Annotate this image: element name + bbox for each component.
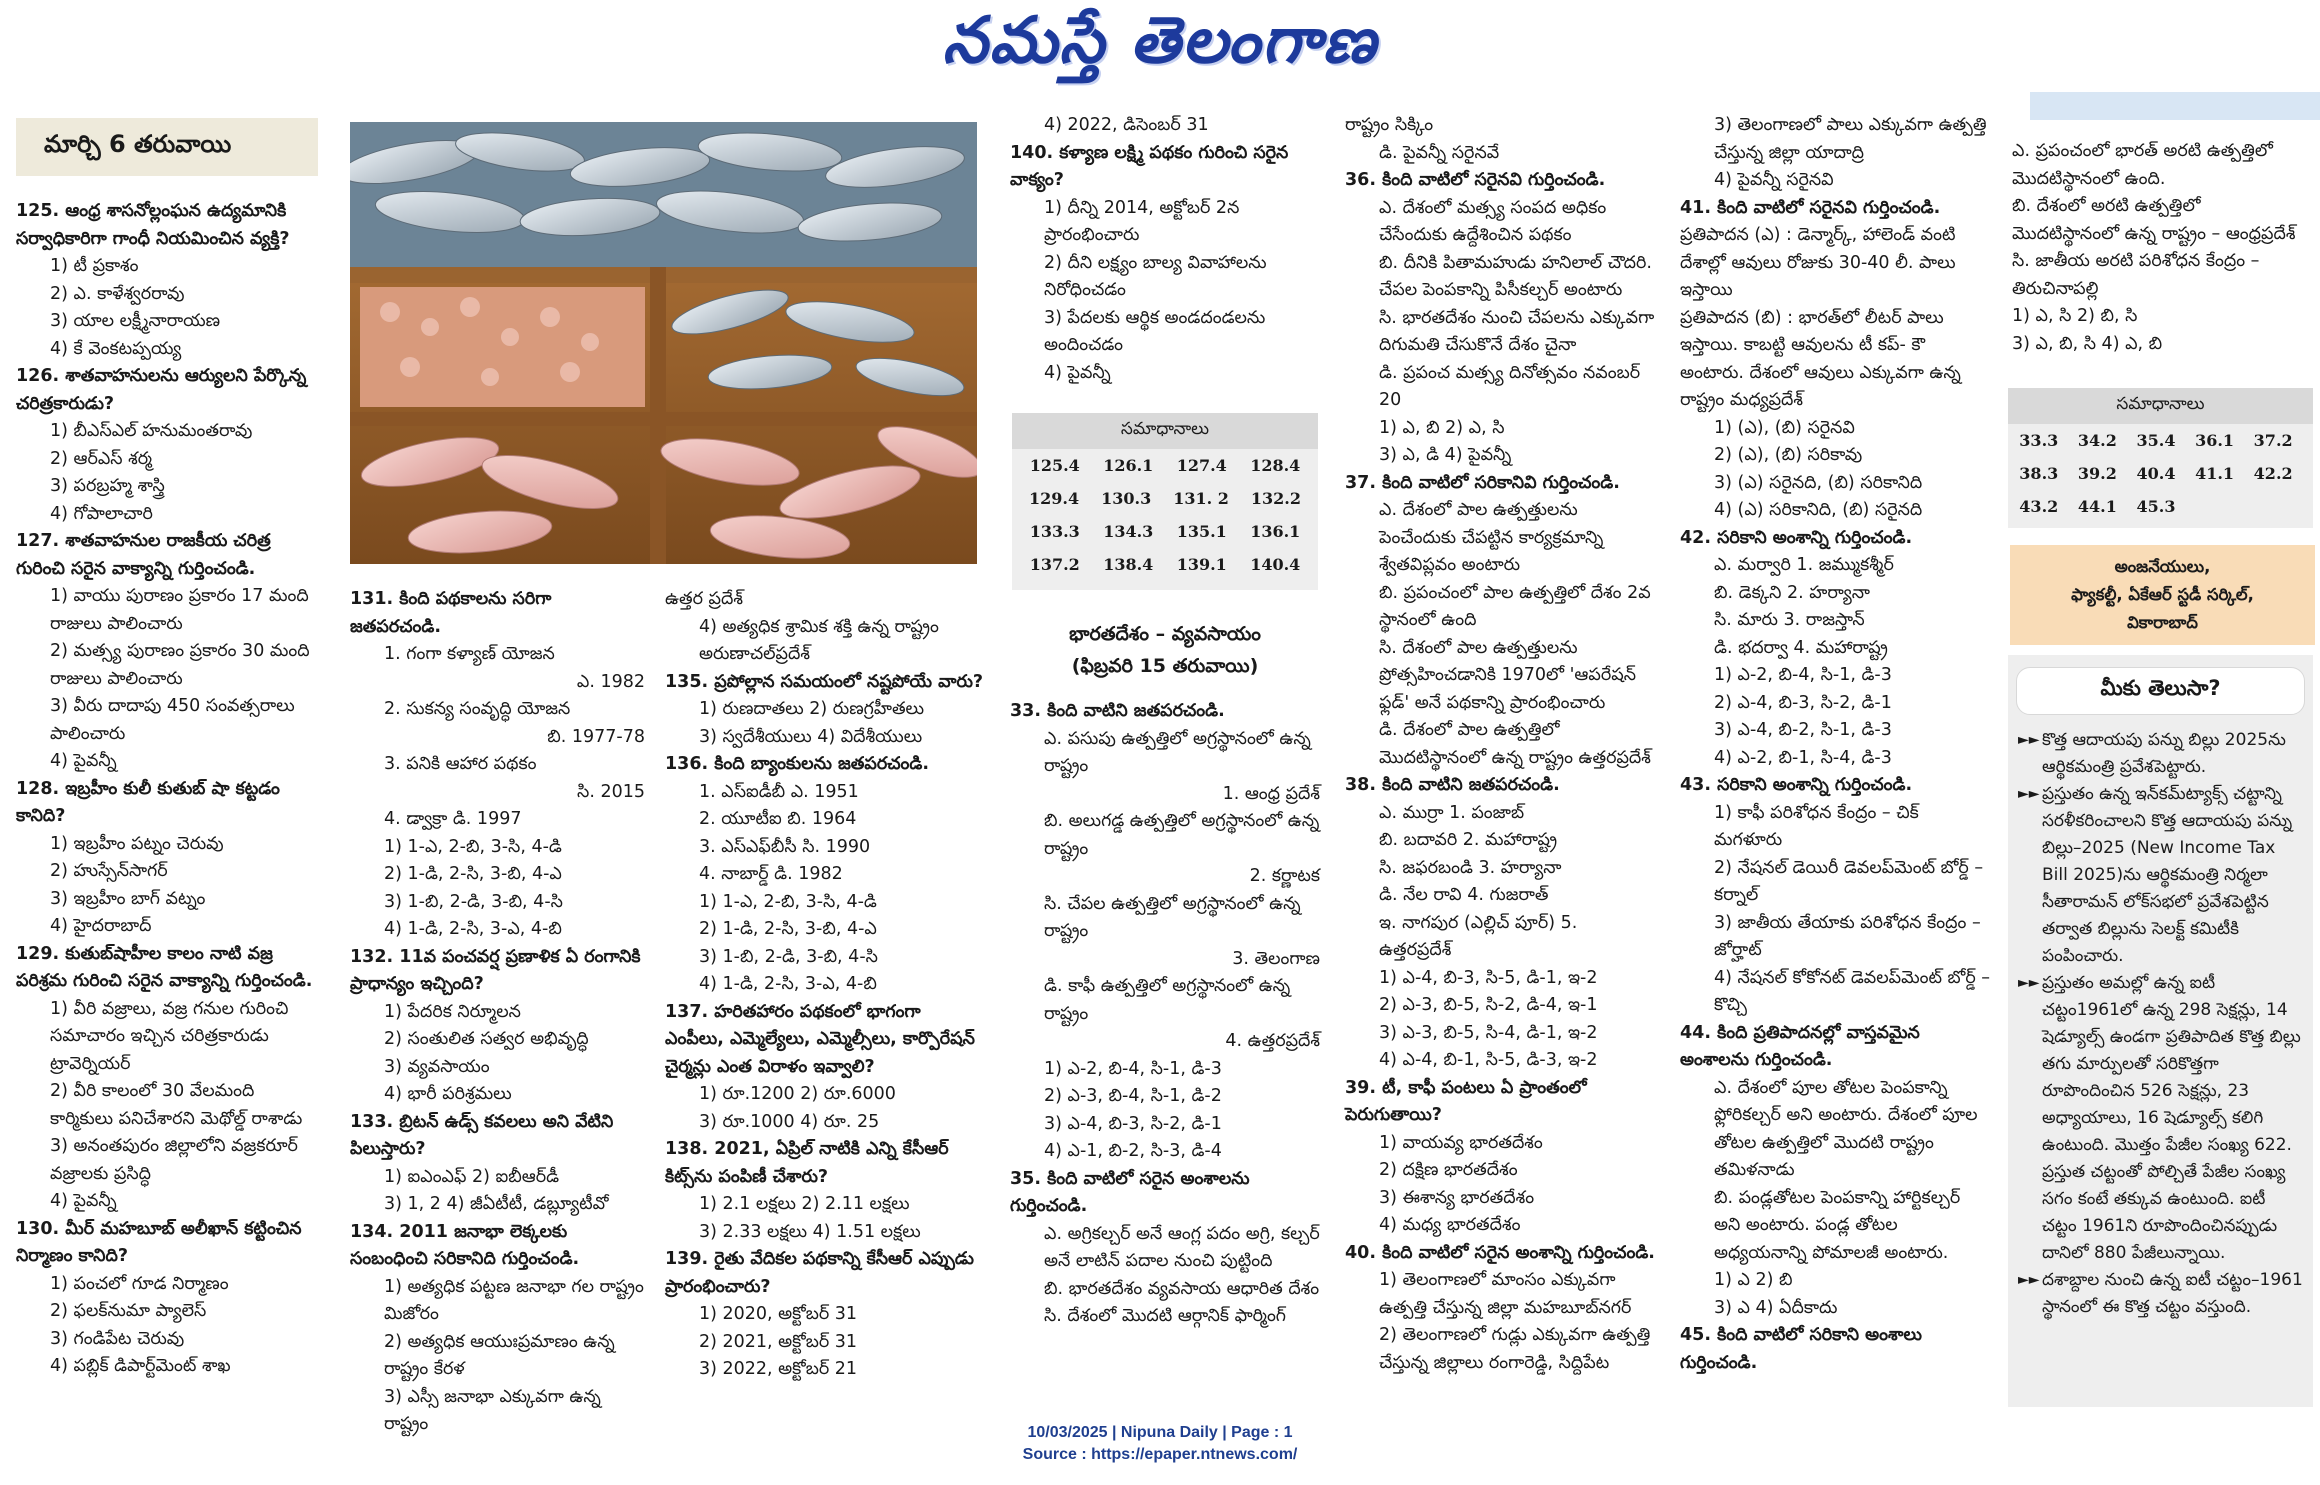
option-text: 3) 1-బి, 2-డి, 3-బి, 4-సి	[384, 891, 563, 912]
question-text: 45. కింది వాటిలో సరికాని అంశాలు గుర్తించండి.	[1680, 1325, 1922, 1373]
answer-value: 36.1	[2195, 431, 2235, 450]
answers-row	[2008, 457, 2313, 490]
answer-value: 128.4	[1250, 456, 1301, 475]
option-text: 4) 1-డి, 2-సి, 3-ఎ, 4-బి	[384, 919, 562, 939]
option-text: సి. 2015	[577, 781, 645, 802]
answer-value: 137.2	[1029, 555, 1080, 574]
answer-value: 136.1	[1250, 522, 1301, 541]
option-text: డి. నేల రావి 4. గుజరాత్	[1379, 885, 1549, 905]
column-4-top	[1010, 112, 1320, 387]
option-text: 3) 1-బి, 2-డి, 3-బి, 4-సి	[699, 946, 878, 967]
option-text: 3) 1, 2 4) జీఏటీటీ, డబ్ల్యూటీవో	[384, 1194, 609, 1214]
option-text: 4) పైవన్నీ	[50, 1191, 117, 1211]
footer-source-link[interactable]: Source : https://epaper.ntnews.com/	[1022, 1446, 1298, 1463]
option-text: 3) యాల లక్ష్మీనారాయణ	[50, 311, 221, 331]
option-text: బి. పండ్లతోటల పెంపకాన్ని హార్టికల్చర్ అని అంటారు. పండ్ల తోటల అధ్యయనాన్ని పోమాలజీ అంటారు.	[1714, 1187, 1961, 1263]
option-text: 3) పేదలకు ఆర్థిక అండదండలను అందించడం	[1044, 307, 1266, 355]
option-text: సి. జాతీయ అరటి పరిశోధన కేంద్రం – తిరుచినాపల్లి	[2012, 251, 2260, 299]
option-text: 4) ఎ-2, బి-1, సి-4, డి-3	[1714, 747, 1892, 768]
option-text: 2) ఎ-3, బి-5, సి-2, డి-4, ఇ-1	[1379, 995, 1598, 1015]
option-text: ఎ. ముర్రా 1. పంజాబ్	[1379, 802, 1525, 823]
option-text: ఎ. దేశంలో పాల ఉత్పత్తులను పెంచేందుకు చేపట్టిన కార్యక్రమాన్ని శ్వేతవిప్లవం అంటారు	[1379, 500, 1604, 575]
answer-value	[2195, 497, 2243, 516]
option-text: 4) మధ్య భారతదేశం	[1379, 1215, 1521, 1235]
answer-value: 130.3	[1101, 489, 1152, 508]
option-text: 1) (ఎ), (బి) సరైనవి	[1714, 417, 1855, 438]
answer-value: 125.4	[1029, 456, 1080, 475]
option-text: 3. ఎస్ఎఫ్‌బీసీ సి. 1990	[699, 836, 871, 857]
column-1	[16, 198, 321, 1381]
option-text: 2. యూటీఐ బి. 1964	[699, 809, 857, 829]
option-text: 4) ఎ-1, బి-2, సి-3, డి-4	[1044, 1141, 1222, 1161]
option-text: డి. దేశంలో పాల ఉత్పత్తిలో మొదటిస్థానంలో ఉన్న రాష్ట్రం ఉత్తరప్రదేశ్	[1379, 720, 1651, 768]
option-text: ఎ. ప్రపంచంలో భారత్ అరటి ఉత్పత్తిలో మొదటిస్థానంలో ఉంది.	[2012, 141, 2273, 189]
question-text: 40. కింది వాటిలో సరైన అంశాన్ని గుర్తించండి.	[1345, 1242, 1655, 1263]
author-credit	[2010, 545, 2315, 645]
option-text: 3) పరబ్రహ్మ శాస్త్రి	[50, 476, 165, 496]
facts-list	[2008, 727, 2313, 1321]
section-heading	[1010, 618, 1320, 682]
answers-grid	[1012, 449, 1318, 581]
bullet-arrow-icon: ►►	[2018, 975, 2040, 991]
question-text: 33. కింది వాటిని జతపరచండి.	[1010, 701, 1225, 721]
option-text: 3) 2022, అక్టోబర్ 21	[699, 1359, 858, 1379]
answer-value: 134.3	[1103, 522, 1154, 541]
option-text: 4) పైవన్నీ	[1044, 362, 1111, 383]
option-text: 3) వ్యవసాయం	[384, 1056, 490, 1077]
option-text: 4) 1-డి, 2-సి, 3-ఎ, 4-బి	[699, 974, 877, 994]
option-text: సి. భారతదేశం నుంచి చేపలను ఎక్కువగా దిగుమతి చేసుకొనే దేశం చైనా	[1379, 307, 1655, 355]
answer-value: 138.4	[1103, 555, 1154, 574]
option-text: 3) అనంతపురం జిల్లాలోని వజ్రకరూర్ వజ్రాలకు ప్రసిద్ధి	[50, 1136, 298, 1184]
option-text: 3) 2.33 లక్షలు 4) 1.51 లక్షలు	[699, 1221, 921, 1242]
option-text: ఎ. పసుపు ఉత్పత్తిలో అగ్రస్థానంలో ఉన్న రాష్ట్రం	[1044, 728, 1311, 776]
author-name: అంజనేయులు,	[2114, 557, 2211, 576]
answers-title: సమాధానాలు	[2008, 388, 2313, 424]
option-text: 2) అత్యధిక ఆయుఃప్రమాణం ఉన్న రాష్ట్రం కేరళ	[384, 1331, 615, 1379]
option-text: బి. భారతదేశం వ్యవసాయ ఆధారిత దేశం	[1044, 1278, 1320, 1299]
answers-row	[1012, 548, 1318, 581]
question-text: 140. కళ్యాణ లక్ష్మి పథకం గురించి సరైన వాక్యం?	[1010, 142, 1289, 190]
answer-value: 140.4	[1250, 555, 1301, 574]
option-text: 2) ఆర్ఎస్ శర్మ	[50, 448, 153, 469]
option-text: 3) ఎ 4) ఏదీకాదు	[1714, 1297, 1838, 1318]
option-text: బి. దేశంలో అరటి ఉత్పత్తిలో మొదటిస్థానంలో ఉన్న రాష్ట్రం – ఆంధ్రప్రదేశ్	[2012, 196, 2296, 244]
answers-row	[2008, 490, 2313, 523]
question-text: 41. కింది వాటిలో సరైనవి గుర్తించండి.	[1680, 197, 1941, 218]
question-text: 139. రైతు వేదికల పథకాన్ని కేసీఆర్ ఎప్పుడు ప్రారంభించారు?	[665, 1249, 974, 1297]
option-text: ప్రతిపాదన (ఎ) : డెన్మార్క్, హాలెండ్ వంటి దేశాల్లో ఆవులు రోజుకు 30-40 లీ. పాలు ఇస్తాయి	[1680, 225, 1956, 300]
option-text: 3. పనికి ఆహార పథకం	[384, 754, 537, 774]
option-text: 3) ఎ-4, బి-2, సి-1, డి-3	[1714, 720, 1892, 740]
option-text: 4) గోపాలాచారి	[50, 503, 153, 524]
column-3	[665, 586, 985, 1384]
option-text: 3) ఎ-3, బి-5, సి-4, డి-1, ఇ-2	[1379, 1022, 1598, 1043]
option-text: 3) రూ.1000 4) రూ. 25	[699, 1111, 880, 1132]
option-text: 2) 1-డి, 2-సి, 3-బి, 4-ఎ	[384, 864, 562, 884]
option-text: 2) వీరి కాలంలో 30 వేలమంది కార్మికులు పనిచేశారని మెథోల్డ్ రాశాడు	[50, 1081, 303, 1129]
option-text: 1. ఆంధ్ర ప్రదేశ్	[1222, 783, 1320, 804]
option-text: 2) మత్స్య పురాణం ప్రకారం 30 మంది రాజులు పాలించారు	[50, 641, 310, 689]
answer-value: 37.2	[2253, 431, 2293, 450]
option-text: 3) ఇబ్రహీం బాగ్ వట్నం	[50, 888, 206, 909]
option-text: 1) 1-ఎ, 2-బి, 3-సి, 4-డి	[699, 891, 877, 912]
answer-value: 34.2	[2077, 431, 2117, 450]
option-text: డి. ప్రపంచ మత్స్య దినోత్సవం నవంబర్ 20	[1379, 362, 1641, 410]
option-text: డి. కాఫీ ఉత్పత్తిలో అగ్రస్థానంలో ఉన్న రాష్ట్రం	[1044, 976, 1291, 1024]
answer-value: 41.1	[2195, 464, 2235, 483]
option-text: 3) (ఎ) సరైనది, (బి) సరికానిది	[1714, 472, 1923, 493]
column-6	[1680, 112, 1990, 1377]
fact-item	[2008, 781, 2313, 970]
option-text: బి. 1977-78	[547, 726, 645, 747]
answer-value: 133.3	[1029, 522, 1080, 541]
option-text: 3) ఎస్సీ జనాభా ఎక్కువగా ఉన్న రాష్ట్రం	[384, 1386, 601, 1434]
answer-value: 42.2	[2253, 464, 2293, 483]
option-text: సి. మారు 3. రాజస్తాన్	[1714, 610, 1865, 630]
option-text: 1) ఇబ్రహీం పట్నం చెరువు	[50, 833, 224, 854]
option-text: 4) 2022, డిసెంబర్ 31	[1044, 115, 1209, 135]
option-text: 1) పేదరిక నిర్మూలన	[384, 1001, 521, 1022]
question-text: 37. కింది వాటిలో సరికానివి గుర్తించండి.	[1345, 472, 1620, 493]
option-text: 2. కర్ణాటక	[1249, 866, 1320, 886]
option-text: 2) ఫలక్‌నుమా ప్యాలెస్	[50, 1301, 207, 1321]
answer-value: 44.1	[2077, 497, 2117, 516]
option-text: 1) వీరి వజ్రాలు, వజ్ర గనుల గురించి సమాచారం ఇచ్చిన చరిత్రకారుడు ట్రావెర్నియర్	[50, 998, 289, 1074]
option-text: 2) తెలంగాణలో గుడ్లు ఎక్కువగా ఉత్పత్తి చేస్తున్న జిల్లాలు రంగారెడ్డి, సిద్దిపేట	[1379, 1325, 1651, 1373]
option-text: ఇ. నాగపుర (ఎల్లిచ్ పూర్) 5. ఉత్తరప్రదేశ్	[1379, 912, 1578, 960]
question-text: 127. శాతవాహనుల రాజకీయ చరిత్ర గురించి సరైన వాక్యాన్ని గుర్తించండి.	[16, 531, 271, 579]
bullet-arrow-icon: ►►	[2018, 732, 2040, 748]
question-text: 43. సరికాని అంశాన్ని గుర్తించండి.	[1680, 775, 1913, 795]
answer-value: 129.4	[1029, 489, 1080, 508]
option-text: 1) బీఎస్ఎల్ హనుమంతరావు	[50, 421, 253, 441]
option-text: 4) భారీ పరిశ్రమలు	[384, 1084, 512, 1104]
fact-text: దశాబ్దాల నుంచి ఉన్న ఐటీ చట్టం–1961 స్థానంలో ఈ కొత్త చట్టం వస్తుంది.	[2042, 1270, 2303, 1317]
option-text: 2) దీని లక్ష్యం బాల్య వివాహాలను నిరోధించడం	[1044, 252, 1267, 300]
question-text: 38. కింది వాటిని జతపరచండి.	[1345, 775, 1560, 795]
option-text: 2) దక్షిణ భారతదేశం	[1379, 1160, 1518, 1180]
section-heading-subtitle: (ఫిబ్రవరి 15 తరువాయి)	[1071, 655, 1259, 677]
option-text: 4) కే వెంకటప్పయ్య	[50, 338, 182, 359]
question-text: 128. ఇబ్రహీం కులీ కుతుబ్ షా కట్టడం కానిది?	[16, 778, 280, 826]
option-text: 1) రూ.1200 2) రూ.6000	[699, 1084, 896, 1104]
option-text: 1) 2020, అక్టోబర్ 31	[699, 1304, 858, 1324]
bullet-arrow-icon: ►►	[2018, 1272, 2040, 1288]
question-text: 132. 11వ పంచవర్ష ప్రణాళిక ఏ రంగానికి ప్రాధాన్యం ఇచ్చింది?	[350, 946, 641, 994]
fact-item	[2008, 727, 2313, 781]
option-text: 4) పైవన్నీ	[50, 751, 117, 771]
author-place: వికారాబాద్	[2127, 613, 2198, 632]
option-text: 1) కాఫీ పరిశోధన కేంద్రం – చిక్ మగళూరు	[1714, 802, 1919, 850]
question-text: 35. కింది వాటిలో సరైన అంశాలను గుర్తించండి.	[1010, 1168, 1250, 1216]
option-text: 3) వీరు దాదాపు 450 సంవత్సరాలు పాలించారు	[50, 696, 295, 744]
question-text: 44. కింది ప్రతిపాదనల్లో వాస్తవమైన అంశాలను గుర్తించండి.	[1680, 1022, 1920, 1070]
did-you-know-title: మీకు తెలుసా?	[2016, 667, 2305, 715]
question-text: 134. 2011 జనాభా లెక్కలకు సంబంధించి సరికానిది గుర్తించండి.	[350, 1221, 580, 1269]
option-text: 2. సుకన్య సంవృద్ధి యోజన	[384, 699, 571, 719]
option-text: 1) 1-ఎ, 2-బి, 3-సి, 4-డి	[384, 836, 562, 857]
fact-text: కొత్త ఆదాయపు పన్ను బిల్లు 2025ను ఆర్థికమంత్రి ప్రవేశపెట్టారు.	[2042, 730, 2286, 777]
option-text: 1) వాయు పురాణం ప్రకారం 17 మంది రాజులు పాలించారు	[50, 586, 309, 634]
option-text: 1) ఐఎంఎఫ్ 2) ఐబీఆర్‌డీ	[384, 1166, 560, 1187]
option-text: 4. ఉత్తరప్రదేశ్	[1225, 1031, 1320, 1051]
option-text: ఎ. మర్వారి 1. జమ్ముకశ్మీర్	[1714, 555, 1894, 575]
answers-row	[2008, 424, 2313, 457]
option-text: 1) దీన్ని 2014, అక్టోబర్ 2న ప్రారంభించారు	[1044, 197, 1240, 245]
option-text: 2) (ఎ), (బి) సరికావు	[1714, 445, 1863, 465]
option-text: సి. దేశంలో పాల ఉత్పత్తులను ప్రోత్సహించడానికి 1970లో 'ఆపరేషన్ ఫ్లడ్' అనే పథకాన్ని ప్రారంభించారు	[1379, 637, 1636, 713]
option-text: ఎ. దేశంలో పూల తోటల పెంపకాన్ని ఫ్లోరికల్చర్ అని అంటారు. దేశంలో పూల తోటల ఉత్పత్తిలో మొదటి రాష్ట్రం తమిళనాడు	[1714, 1077, 1978, 1180]
answers-box-1	[1012, 413, 1318, 590]
option-text: 3) తెలంగాణలో పాలు ఎక్కువగా ఉత్పత్తి చేస్తున్న జిల్లా యాదాద్రి	[1714, 115, 1987, 163]
option-text: సి. దేశంలో మొదటి ఆర్గానిక్ ఫార్మింగ్	[1044, 1306, 1287, 1326]
fish-market-photo	[350, 122, 977, 564]
answer-value: 40.4	[2136, 464, 2176, 483]
option-text: 4. డ్వాక్రా డి. 1997	[384, 809, 522, 829]
answer-value	[2254, 497, 2302, 516]
option-text: 4) (ఎ) సరికానిది, (బి) సరైనది	[1714, 500, 1923, 520]
option-text: 2) ఎ. కాళేశ్వరరావు	[50, 283, 185, 304]
masthead-logo: నమస్తే తెలంగాణ	[942, 4, 1378, 78]
option-text: బి. బదావరి 2. మహారాష్ట్ర	[1379, 830, 1558, 850]
question-text: 133. బ్రిటన్ ఉడ్స్ కవలలు అని వేటిని పిలుస్తారు?	[350, 1111, 614, 1159]
option-text: 1) అత్యధిక పట్టణ జనాభా గల రాష్ట్రం మిజోరం	[384, 1276, 644, 1324]
option-text: 2) హుస్సేన్‌సాగర్	[50, 861, 168, 881]
option-text: 1) ఎ-4, బి-3, సి-5, డి-1, ఇ-2	[1379, 967, 1598, 988]
answer-value: 33.3	[2019, 431, 2059, 450]
question-text: 131. కింది పథకాలను సరిగా జతపరచండి.	[350, 589, 552, 637]
answer-value: 45.3	[2136, 497, 2176, 516]
option-text: 1) ఎ, బి 2) ఎ, సి	[1379, 417, 1505, 438]
column-7	[2012, 138, 2312, 358]
option-text: 4) పబ్లిక్ డిపార్ట్‌మెంట్ శాఖ	[50, 1356, 231, 1376]
option-text: సి. చేపల ఉత్పత్తిలో అగ్రస్థానంలో ఉన్న రాష్ట్రం	[1044, 893, 1301, 941]
section-heading-title: భారతదేశం – వ్యవసాయం	[1069, 623, 1261, 645]
option-text: 2) ఎ-4, బి-3, సి-2, డి-1	[1714, 692, 1892, 713]
answer-value: 127.4	[1176, 456, 1227, 475]
answer-value: 139.1	[1176, 555, 1227, 574]
option-text: సి. జఫరబండి 3. హర్యానా	[1379, 857, 1562, 878]
option-text: 3. తెలంగాణ	[1232, 948, 1320, 969]
question-text: 129. కుతుబ్‌షాహీల కాలం నాటి వజ్ర పరిశ్రమ గురించి సరైన వాక్యాన్ని గుర్తించండి.	[16, 943, 313, 991]
did-you-know-box	[2008, 655, 2313, 1407]
option-text: ప్రతిపాదన (బి) : భారత్‌లో లీటర్ పాలు ఇస్తాయి. కాబట్టి ఆవులను టీ కప్- కౌ అంటారు. దేశంలో ఆవులు ఎక్కువగా ఉన్న రాష్ట్రం మధ్యప్రదేశ్	[1680, 307, 1961, 410]
column-4-bottom	[1010, 698, 1320, 1331]
question-text: 138. 2021, ఏప్రిల్ నాటికి ఎన్ని కేసీఆర్ కిట్స్‌ను పంపిణీ చేశారు?	[665, 1139, 949, 1187]
option-text: 1) టీ ప్రకాశం	[50, 256, 139, 276]
option-text: 2) నేషనల్ డెయిరీ డెవలప్‌మెంట్ బోర్డ్ – కర్నాల్	[1714, 857, 1984, 905]
option-text: బి. దీనికి పితామహుడు హనిలాల్ చౌదరి. చేపల పెంపకాన్ని పిసీకల్చర్ అంటారు	[1379, 252, 1652, 300]
option-text: ఉత్తర ప్రదేశ్	[665, 589, 743, 609]
option-text: 2) 1-డి, 2-సి, 3-బి, 4-ఎ	[699, 919, 877, 939]
bullet-arrow-icon: ►►	[2018, 786, 2040, 802]
option-text: ఎ. దేశంలో మత్స్య సంపద అధికం చేసేందుకు ఉద్దేశించిన పథకం	[1379, 197, 1607, 245]
fact-text: ప్రస్తుతం ఉన్న ఇన్‌కమ్‌ట్యాక్స్ చట్టాన్ని సరళీకరించాలని కొత్త ఆదాయపు పన్ను బిల్లు–2025 (New Income Tax Bill 2025)ను ఆర్థికమంత్రి నిర్మలా సీతారామన్ లోక్‌సభలో ప్రవేశపెట్టిన తర్వాత బిల్లును సెలక్ట్ కమిటీకి పంపించారు.	[2042, 784, 2293, 966]
option-text: 4) ఎ-4, బి-1, సి-5, డి-3, ఇ-2	[1379, 1050, 1598, 1070]
fact-item	[2008, 1267, 2313, 1321]
question-text: 130. మీర్ మహబూబ్ అలీఖాన్ కట్టించిన నిర్మాణం కానిది?	[16, 1218, 302, 1266]
option-text: బి. అలుగడ్డ ఉత్పత్తిలో అగ్రస్థానంలో ఉన్న రాష్ట్రం	[1044, 811, 1320, 859]
answer-value: 131. 2	[1173, 489, 1229, 508]
option-text: 1) ఎ-2, బి-4, సి-1, డి-3	[1714, 665, 1892, 685]
answers-row	[1012, 449, 1318, 482]
option-text: 4. నాబార్డ్ డి. 1982	[699, 864, 843, 884]
column-5	[1345, 112, 1655, 1377]
option-text: 1. గంగా కళ్యాణ్ యోజన	[384, 644, 555, 664]
option-text: 1) పంచలో గూడ నిర్మాణం	[50, 1273, 229, 1294]
question-text: 42. సరికాని అంశాన్ని గుర్తించండి.	[1680, 527, 1913, 548]
question-text: 39. టీ, కాఫీ పంటలు ఏ ప్రాంతంలో పెరుగుతాయి?	[1345, 1077, 1587, 1125]
option-text: 3) స్వదేశీయులు 4) విదేశీయులు	[699, 726, 923, 747]
fact-text: ప్రస్తుతం అమల్లో ఉన్న ఐటీ చట్టం1961లో ఉన్న 298 సెక్షన్లు, 14 షెడ్యూల్స్ ఉండగా ప్రతిపాదిత కొత్త బిల్లు తగు మార్పులతో సరికొత్తగా రూపొందించిన 526 సెక్షన్లు, 23 అధ్యాయాలు, 16 షెడ్యూల్స్ కలిగి ఉంటుంది. మొత్తం పేజీల సంఖ్య 622. ప్రస్తుత చట్టంతో పోల్చితే పేజీల సంఖ్య సగం కంటే తక్కువ ఉంటుంది. ఐటీ చట్టం 1961ని రూపొందించినప్పుడు దానిలో 880 పేజీలున్నాయి.	[2042, 973, 2301, 1263]
question-text: 136. కింది బ్యాంకులను జతపరచండి.	[665, 754, 930, 774]
answers-row	[1012, 515, 1318, 548]
answer-value: 35.4	[2136, 431, 2176, 450]
option-text: 1. ఎస్ఐడీబీ ఎ. 1951	[699, 781, 859, 802]
fact-item	[2008, 970, 2313, 1267]
option-text: 1) ఎ, సి 2) బి, సి	[2012, 306, 2138, 326]
option-text: 1) తెలంగాణలో మాంసం ఎక్కువగా ఉత్పత్తి చేస్తున్న జిల్లా మహబూబ్‌నగర్	[1379, 1270, 1632, 1318]
option-text: 2) సంతులిత సత్వర అభివృద్ధి	[384, 1029, 589, 1049]
answers-grid	[2008, 424, 2313, 523]
option-text: 1) వాయవ్య భారతదేశం	[1379, 1132, 1543, 1153]
question-text: 36. కింది వాటిలో సరైనవి గుర్తించండి.	[1345, 170, 1606, 190]
option-text: డి. భదర్వా 4. మహారాష్ట్ర	[1714, 637, 1888, 658]
top-banner-strip	[2030, 92, 2320, 120]
column-2	[350, 586, 645, 1439]
answer-value: 126.1	[1103, 456, 1154, 475]
author-designation: ఫ్యాకల్టీ, ఏకేఆర్ స్టడీ సర్కిల్,	[2071, 585, 2254, 604]
option-text: 4) నేషనల్ కోకోనట్ డెవలప్‌మెంట్ బోర్డ్ – కొచ్చి	[1714, 967, 1991, 1015]
option-text: 4) హైదరాబాద్	[50, 916, 152, 936]
option-text: 3) ఎ, డి 4) పైవన్నీ	[1379, 445, 1512, 465]
option-text: 1) రుణదాతలు 2) రుణగ్రహీతలు	[699, 699, 925, 719]
answer-value: 38.3	[2019, 464, 2059, 483]
option-text: డి. పైవన్నీ సరైనవే	[1379, 142, 1500, 163]
option-text: 3) ఎ-4, బి-3, సి-2, డి-1	[1044, 1113, 1222, 1134]
option-text: 2) ఎ-3, బి-4, సి-1, డి-2	[1044, 1086, 1222, 1106]
answers-row	[1012, 482, 1318, 515]
option-text: 3) గండిపేట చెరువు	[50, 1328, 185, 1349]
option-text: 1) ఎ 2) బి	[1714, 1270, 1793, 1290]
option-text: 1) 2.1 లక్షలు 2) 2.11 లక్షలు	[699, 1194, 910, 1214]
question-text: 135. ప్రపోల్లాన సమయంలో నష్టపోయే వారు?	[665, 671, 984, 692]
option-text: ఎ. 1982	[576, 671, 645, 692]
option-text: 4) పైవన్నీ సరైనవి	[1714, 170, 1834, 190]
answer-value: 43.2	[2019, 497, 2059, 516]
footer-date-line: 10/03/2025 | Nipuna Daily | Page : 1	[1027, 1424, 1293, 1441]
question-text: 125. ఆంధ్ర శాసనోల్లంఘన ఉద్యమానికి సర్వాధికారిగా గాంధీ నియమించిన వ్యక్తి?	[16, 201, 290, 249]
option-text: 3) ఎ, బి, సి 4) ఎ, బి	[2012, 333, 2163, 354]
option-text: 3) ఈశాన్య భారతదేశం	[1379, 1187, 1535, 1208]
answer-value: 135.1	[1176, 522, 1227, 541]
option-text: ఎ. అగ్రికల్చర్ అనే ఆంగ్ల పదం అగ్రి, కల్చర్ అనే లాటిన్ పదాల నుంచి పుట్టింది	[1044, 1223, 1320, 1271]
option-text: బి. ప్రపంచంలో పాల ఉత్పత్తిలో దేశం 2వ స్థానంలో ఉంది	[1379, 582, 1651, 630]
option-text: రాష్ట్రం సిక్కిం	[1345, 115, 1434, 135]
option-text: 3) జాతీయ తేయాకు పరిశోధన కేంద్రం – జోర్హాట్	[1714, 912, 1981, 960]
answers-title: సమాధానాలు	[1012, 413, 1318, 449]
answers-box-2	[2008, 388, 2313, 528]
answer-value: 132.2	[1250, 489, 1301, 508]
option-text: బి. డెక్కని 2. హర్యానా	[1714, 582, 1870, 603]
option-text: 1) ఎ-2, బి-4, సి-1, డి-3	[1044, 1058, 1222, 1079]
option-text: 2) 2021, అక్టోబర్ 31	[699, 1331, 858, 1352]
question-text: 137. హరితహారం పథకంలో భాగంగా ఎంపీలు, ఎమ్మెల్యేలు, ఎమ్మెల్సీలు, కార్పొరేషన్ చైర్మన్లు ఎంత విరాళం ఇవ్వాలి?	[665, 1001, 975, 1077]
section-title: మార్చి 6 తరువాయి	[16, 118, 318, 176]
option-text: 4) అత్యధిక శ్రామిక శక్తి ఉన్న రాష్ట్రం అరుణాచల్‌ప్రదేశ్	[699, 616, 939, 664]
answer-value: 39.2	[2077, 464, 2117, 483]
question-text: 126. శాతవాహనులను ఆర్యులని పేర్కొన్న చరిత్రకారుడు?	[16, 366, 307, 414]
